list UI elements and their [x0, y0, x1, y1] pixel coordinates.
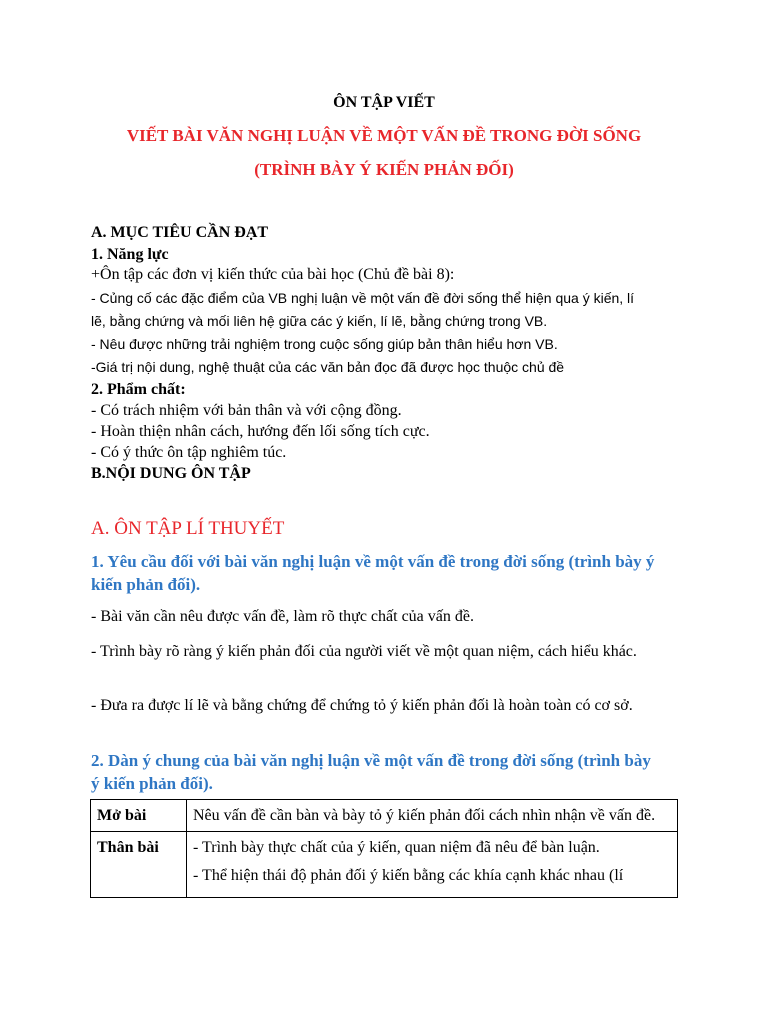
than-bai-paragraph-2: - Thể hiện thái độ phản đối ý kiến bằng các khía cạnh khác nhau (lí: [193, 867, 624, 884]
section-b-heading: B.NỘI DUNG ÔN TẬP: [91, 465, 251, 482]
page-title: ÔN TẬP VIẾT: [333, 94, 435, 111]
page-subtitle-line1: VIẾT BÀI VĂN NGHỊ LUẬN VỀ MỘT VẤN ĐỀ TRONG ĐỜI SỐNG: [126, 126, 642, 145]
theory-heading: A. ÔN TẬP LÍ THUYẾT: [91, 518, 285, 539]
table-cell-than-bai: Thân bài: [91, 832, 187, 898]
table-cell-than-bai-content: [187, 832, 678, 898]
table-cell-mo-bai: Mở bài: [91, 800, 187, 832]
q2-heading-line1: 2. Dàn ý chung của bài văn nghị luận về một vấn đề trong đời sống (trình bày: [91, 751, 651, 770]
phamchat-line-3: - Có ý thức ôn tập nghiêm túc.: [91, 444, 287, 461]
nangluc-line-4: - Nêu được những trải nghiệm trong cuộc sống giúp bản thân hiểu hơn VB.: [91, 336, 558, 352]
phamchat-heading: 2. Phẩm chất:: [91, 381, 186, 398]
table-cell-mo-bai-content: Nêu vấn đề cần bàn và bày tỏ ý kiến phản đối cách nhìn nhận về vấn đề.: [187, 800, 678, 832]
nangluc-line-3: lẽ, bằng chứng và mối liên hệ giữa các ý kiến, lí lẽ, bằng chứng trong VB.: [91, 313, 548, 329]
phamchat-line-1: - Có trách nhiệm với bản thân và với cộng đồng.: [91, 402, 402, 419]
nangluc-line-1: +Ôn tập các đơn vị kiến thức của bài học (Chủ đề bài 8):: [91, 266, 455, 283]
than-bai-paragraph-1: - Trình bày thực chất của ý kiến, quan niệm đã nêu để bàn luận.: [193, 839, 600, 856]
outline-table: [90, 799, 678, 898]
phamchat-line-2: - Hoàn thiện nhân cách, hướng đến lối sống tích cực.: [91, 423, 430, 440]
nangluc-heading: 1. Năng lực: [91, 246, 169, 263]
table-row: [91, 832, 678, 898]
q1-heading-line1: 1. Yêu cầu đối với bài văn nghị luận về một vấn đề trong đời sống (trình bày ý: [91, 552, 655, 571]
nangluc-line-2: - Củng cố các đặc điểm của VB nghị luận về một vấn đề đời sống thể hiện qua ý kiến, lí: [91, 290, 635, 306]
page-subtitle-line2: (TRÌNH BÀY Ý KIẾN PHẢN ĐỐI): [254, 160, 514, 179]
q1-paragraph-1: - Bài văn cần nêu được vấn đề, làm rõ thực chất của vấn đề.: [91, 608, 474, 625]
q1-heading-line2: kiến phản đối).: [91, 575, 201, 594]
table-row: [91, 800, 678, 832]
q2-heading-line2: ý kiến phản đối).: [91, 774, 213, 793]
q1-paragraph-2: - Trình bày rõ ràng ý kiến phản đối của người viết về một quan niệm, cách hiểu khác.: [91, 643, 637, 660]
nangluc-line-5: -Giá trị nội dung, nghệ thuật của các văn bản đọc đã được học thuộc chủ đề: [91, 359, 565, 375]
q1-paragraph-3: - Đưa ra được lí lẽ và bằng chứng để chứng tỏ ý kiến phản đối là hoàn toàn có cơ sở.: [91, 697, 633, 714]
section-a-heading: A. MỤC TIÊU CẦN ĐẠT: [91, 224, 269, 241]
